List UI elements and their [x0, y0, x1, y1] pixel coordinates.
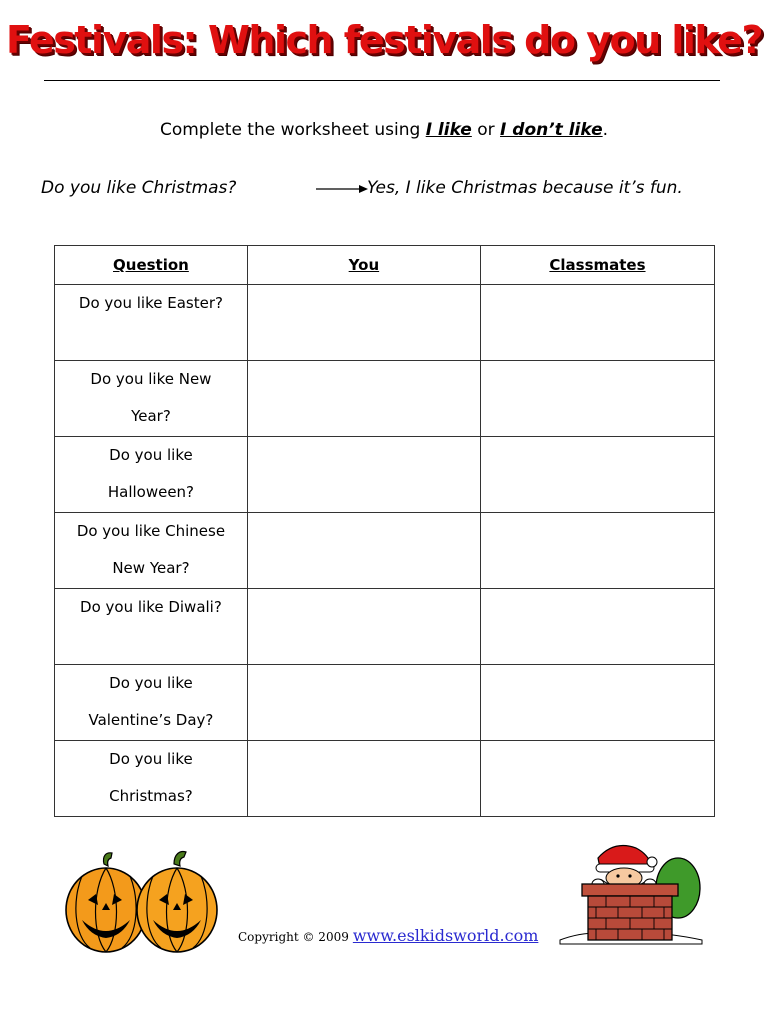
pumpkins-image: [62, 850, 222, 955]
header-question: Question: [55, 246, 248, 285]
question-text: Halloween?: [107, 483, 195, 501]
question-text: Christmas?: [109, 787, 193, 805]
question-cell: [55, 513, 248, 589]
you-answer-cell[interactable]: [247, 665, 480, 741]
question-cell: [55, 741, 248, 817]
table-header-row: [55, 246, 715, 285]
classmates-answer-cell[interactable]: [480, 437, 714, 513]
santa-chimney-image: [556, 838, 706, 946]
you-answer-cell[interactable]: [247, 589, 480, 665]
page-title: Festivals: Which festivals do you like?: [6, 18, 762, 62]
phrase-i-dont-like: I don’t like: [500, 120, 603, 140]
question-cell: [55, 589, 248, 665]
classmates-answer-cell[interactable]: [480, 361, 714, 437]
header-classmates: Classmates: [480, 246, 714, 285]
copyright-line: [238, 926, 538, 945]
question-cell: [55, 665, 248, 741]
you-answer-cell[interactable]: [247, 285, 480, 361]
question-text: Year?: [131, 407, 171, 425]
table-row: [55, 741, 715, 817]
instruction-suffix: .: [602, 120, 609, 140]
question-cell: [55, 437, 248, 513]
instruction: [0, 120, 768, 140]
you-answer-cell[interactable]: [247, 741, 480, 817]
question-text: Do you like: [109, 674, 193, 692]
question-text: Do you like: [109, 750, 193, 768]
instruction-prefix: Complete the worksheet using: [159, 120, 426, 140]
header-you: You: [247, 246, 480, 285]
website-link[interactable]: www.eslkidsworld.com: [352, 926, 539, 945]
question-text: Do you like Chinese: [76, 522, 226, 540]
question-text: Do you like: [109, 446, 193, 464]
phrase-i-like: I like: [425, 120, 472, 140]
worksheet-table: [54, 245, 715, 817]
question-cell: [55, 361, 248, 437]
question-text: Do you like Diwali?: [80, 598, 222, 616]
classmates-answer-cell[interactable]: [480, 513, 714, 589]
you-answer-cell[interactable]: [247, 513, 480, 589]
table-row: [55, 665, 715, 741]
question-text: Valentine’s Day?: [88, 711, 214, 729]
question-text: Do you like New: [90, 370, 212, 388]
table-row: [55, 513, 715, 589]
example-question: Do you like Christmas?: [41, 178, 237, 198]
table-row: [55, 437, 715, 513]
classmates-answer-cell[interactable]: [480, 741, 714, 817]
question-cell: [55, 285, 248, 361]
classmates-answer-cell[interactable]: [480, 285, 714, 361]
you-answer-cell[interactable]: [247, 437, 480, 513]
you-answer-cell[interactable]: [247, 361, 480, 437]
instruction-middle: or: [471, 120, 501, 140]
table-row: [55, 361, 715, 437]
table-row: [55, 285, 715, 361]
classmates-answer-cell[interactable]: [480, 665, 714, 741]
example-answer: Yes, I like Christmas because it’s fun.: [367, 178, 683, 198]
table-row: [55, 589, 715, 665]
arrow-icon: [316, 183, 368, 195]
question-text: Do you like Easter?: [78, 294, 223, 312]
question-text: New Year?: [112, 559, 190, 577]
title-divider: [44, 80, 720, 81]
copyright-text: Copyright © 2009: [238, 930, 349, 944]
classmates-answer-cell[interactable]: [480, 589, 714, 665]
